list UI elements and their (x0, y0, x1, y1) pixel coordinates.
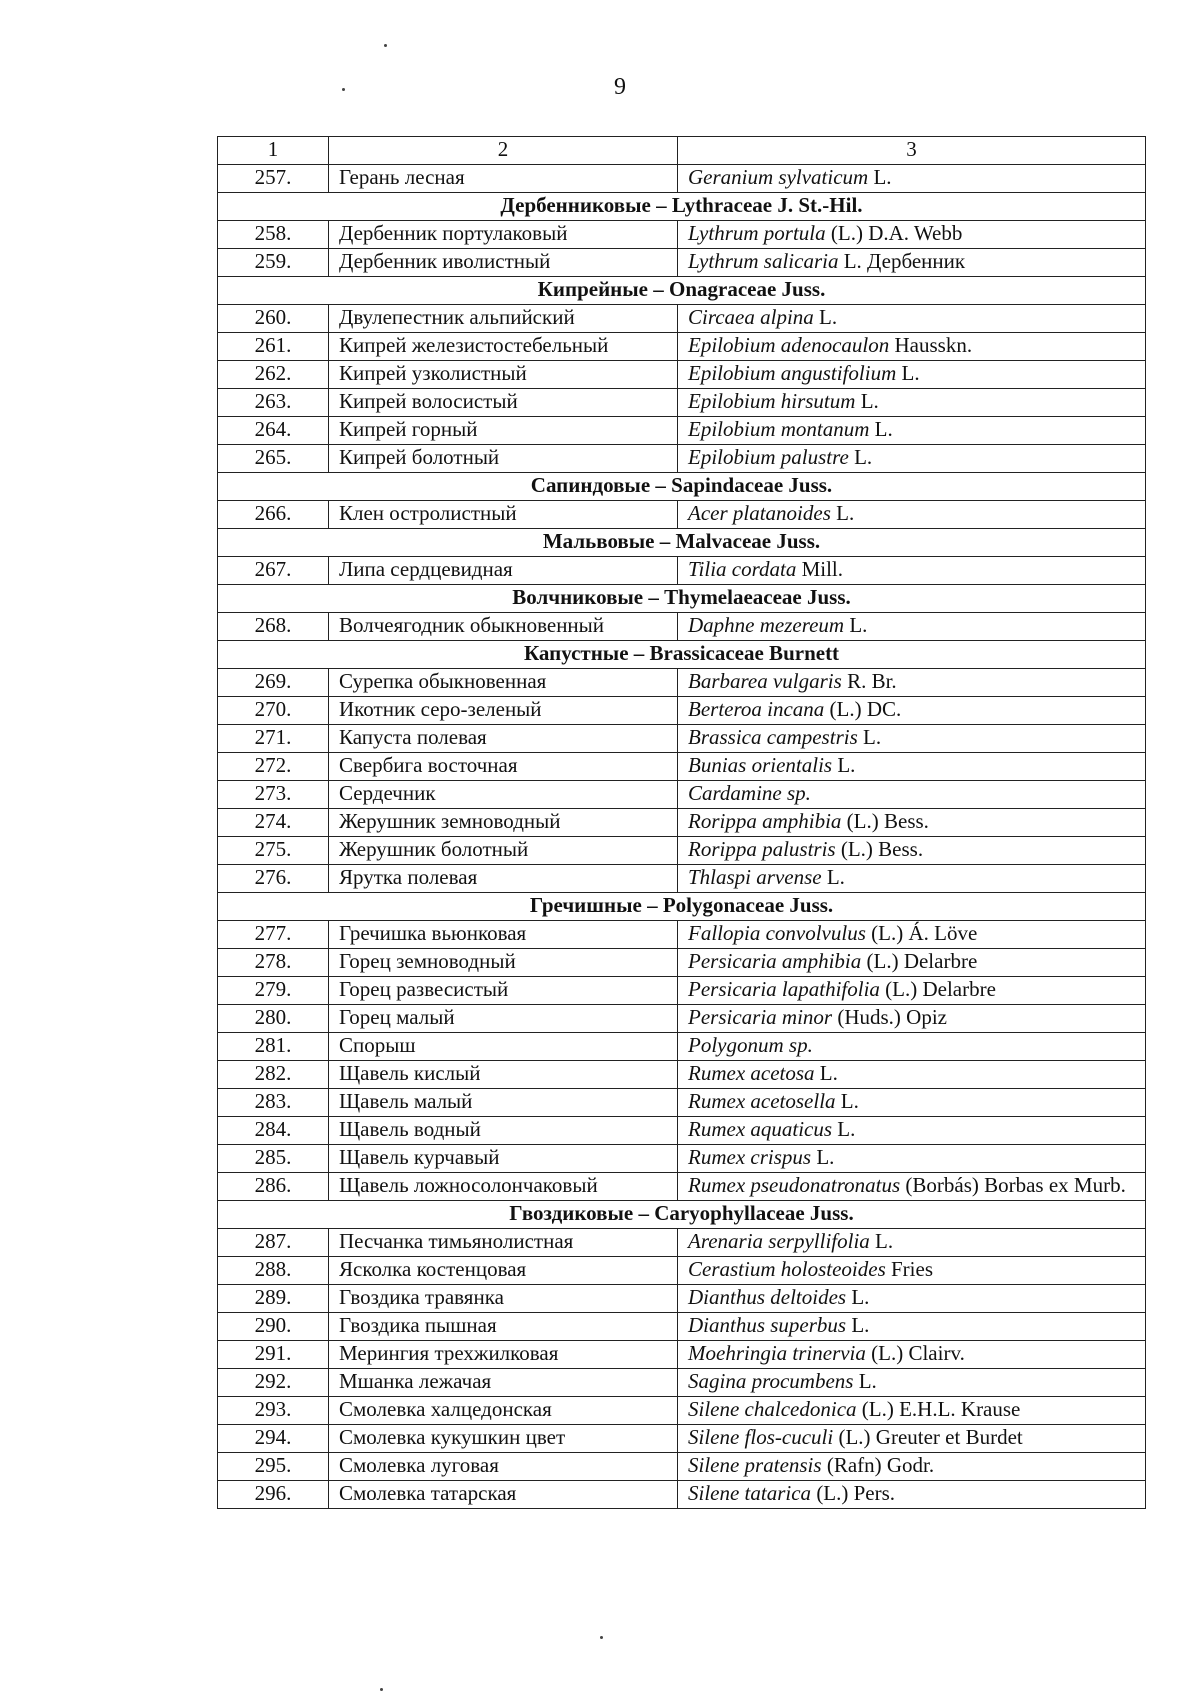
species-number: 294. (218, 1425, 329, 1453)
species-number: 267. (218, 557, 329, 585)
species-number: 266. (218, 501, 329, 529)
page-number: 9 (614, 74, 626, 100)
family-heading: Волчниковые – Thymelaeaceae Juss. (218, 585, 1146, 613)
species-row (218, 697, 1146, 725)
species-row (218, 865, 1146, 893)
species-row (218, 165, 1146, 193)
taxon-author: (Rafn) Godr. (821, 1453, 935, 1477)
header-cell-number: 1 (218, 137, 329, 165)
latin-binomial: Sagina procumbens (688, 1369, 854, 1393)
species-number: 285. (218, 1145, 329, 1173)
latin-name-cell (678, 1117, 1146, 1145)
russian-name: Мшанка лежачая (329, 1369, 678, 1397)
species-number: 283. (218, 1089, 329, 1117)
latin-binomial: Lythrum salicaria (688, 249, 839, 273)
species-row (218, 1425, 1146, 1453)
taxon-author: L. (832, 753, 856, 777)
latin-binomial: Persicaria lapathifolia (688, 977, 880, 1001)
russian-name: Горец развесистый (329, 977, 678, 1005)
latin-name-cell (678, 697, 1146, 725)
latin-binomial: Epilobium hirsutum (688, 389, 856, 413)
species-number: 276. (218, 865, 329, 893)
latin-binomial: Rumex pseudonatronatus (688, 1173, 901, 1197)
taxon-author: L. (844, 613, 868, 637)
russian-name: Щавель малый (329, 1089, 678, 1117)
taxon-author: (L.) Bess. (835, 837, 924, 861)
russian-name: Гречишка вьюнковая (329, 921, 678, 949)
latin-binomial: Lythrum portula (688, 221, 826, 245)
taxon-author: Hausskn. (889, 333, 973, 357)
species-number: 265. (218, 445, 329, 473)
species-number: 289. (218, 1285, 329, 1313)
species-row (218, 1117, 1146, 1145)
species-number: 264. (218, 417, 329, 445)
latin-name-cell (678, 333, 1146, 361)
russian-name: Гвоздика пышная (329, 1313, 678, 1341)
latin-name-cell (678, 1145, 1146, 1173)
family-row (218, 1201, 1146, 1229)
latin-binomial: Thlaspi arvense (688, 865, 822, 889)
species-row (218, 361, 1146, 389)
species-row (218, 333, 1146, 361)
species-number: 292. (218, 1369, 329, 1397)
latin-name-cell (678, 221, 1146, 249)
latin-name-cell (678, 1453, 1146, 1481)
russian-name: Дербенник иволистный (329, 249, 678, 277)
latin-name-cell (678, 1285, 1146, 1313)
species-number: 269. (218, 669, 329, 697)
header-cell-russian-name: 2 (329, 137, 678, 165)
latin-binomial: Dianthus superbus (688, 1313, 847, 1337)
latin-binomial: Silene flos-cuculi (688, 1425, 834, 1449)
species-row (218, 753, 1146, 781)
taxon-author: (L.) Delarbre (861, 949, 978, 973)
taxon-author: L. (846, 1313, 870, 1337)
species-number: 287. (218, 1229, 329, 1257)
taxon-author: Mill. (796, 557, 844, 581)
header-cell-latin-name: 3 (678, 137, 1146, 165)
latin-name-cell (678, 1033, 1146, 1061)
species-row (218, 305, 1146, 333)
latin-name-cell (678, 361, 1146, 389)
species-row (218, 1229, 1146, 1257)
species-row (218, 501, 1146, 529)
family-row (218, 277, 1146, 305)
latin-binomial: Rorippa amphibia (688, 809, 842, 833)
latin-name-cell (678, 781, 1146, 809)
species-number: 282. (218, 1061, 329, 1089)
species-row (218, 1089, 1146, 1117)
species-row (218, 613, 1146, 641)
russian-name: Горец малый (329, 1005, 678, 1033)
taxon-author: L. (868, 165, 892, 189)
latin-binomial: Persicaria minor (688, 1005, 833, 1029)
species-number: 259. (218, 249, 329, 277)
latin-name-cell (678, 1061, 1146, 1089)
taxon-author: L. (857, 725, 882, 749)
latin-binomial: Rumex acetosella (688, 1089, 836, 1113)
russian-name: Щавель кислый (329, 1061, 678, 1089)
latin-name-cell (678, 1173, 1146, 1201)
taxon-author: L. (821, 865, 845, 889)
latin-name-cell (678, 1257, 1146, 1285)
taxon-author: (L.) Á. Löve (865, 921, 978, 945)
latin-name-cell (678, 1397, 1146, 1425)
species-number: 263. (218, 389, 329, 417)
species-number: 262. (218, 361, 329, 389)
species-number: 273. (218, 781, 329, 809)
russian-name: Мерингия трехжилковая (329, 1341, 678, 1369)
species-row (218, 1033, 1146, 1061)
latin-name-cell (678, 865, 1146, 893)
latin-name-cell (678, 1481, 1146, 1509)
species-row (218, 781, 1146, 809)
species-row (218, 1257, 1146, 1285)
taxon-author: (L.) Greuter et Burdet (833, 1425, 1023, 1449)
species-row (218, 1341, 1146, 1369)
species-number: 268. (218, 613, 329, 641)
russian-name: Смолевка халцедонская (329, 1397, 678, 1425)
russian-name: Щавель курчавый (329, 1145, 678, 1173)
taxon-author: L. (869, 1229, 894, 1253)
species-number: 288. (218, 1257, 329, 1285)
taxon-author: (L.) E.H.L. Krause (856, 1397, 1021, 1421)
russian-name: Кипрей горный (329, 417, 678, 445)
latin-name-cell (678, 501, 1146, 529)
latin-binomial: Epilobium montanum (688, 417, 870, 441)
latin-binomial: Rorippa palustris (688, 837, 836, 861)
species-number: 257. (218, 165, 329, 193)
latin-name-cell (678, 753, 1146, 781)
latin-name-cell (678, 1313, 1146, 1341)
latin-binomial: Barbarea vulgaris (688, 669, 842, 693)
species-number: 280. (218, 1005, 329, 1033)
species-row (218, 977, 1146, 1005)
table-body (218, 165, 1146, 1509)
species-number: 284. (218, 1117, 329, 1145)
species-number: 271. (218, 725, 329, 753)
latin-binomial: Fallopia convolvulus (688, 921, 866, 945)
latin-binomial: Berteroa incana (688, 697, 825, 721)
species-table (217, 136, 1146, 1509)
latin-name-cell (678, 1341, 1146, 1369)
species-number: 261. (218, 333, 329, 361)
species-row (218, 1173, 1146, 1201)
latin-name-cell (678, 977, 1146, 1005)
russian-name: Смолевка луговая (329, 1453, 678, 1481)
species-number: 260. (218, 305, 329, 333)
species-number: 295. (218, 1453, 329, 1481)
family-row (218, 893, 1146, 921)
russian-name: Липа сердцевидная (329, 557, 678, 585)
russian-name: Спорыш (329, 1033, 678, 1061)
header-row (218, 137, 1146, 165)
family-heading: Гвоздиковые – Caryophyllaceae Juss. (218, 1201, 1146, 1229)
family-row (218, 473, 1146, 501)
latin-binomial: Circaea alpina (688, 305, 814, 329)
family-heading: Гречишные – Polygonaceae Juss. (218, 893, 1146, 921)
taxon-author: L. (835, 1089, 859, 1113)
species-row (218, 445, 1146, 473)
latin-binomial: Geranium sylvaticum (688, 165, 869, 189)
latin-binomial: Acer platanoides (688, 501, 831, 525)
latin-name-cell (678, 417, 1146, 445)
family-heading: Дербенниковые – Lythraceae J. St.-Hil. (218, 193, 1146, 221)
latin-binomial: Polygonum sp. (688, 1033, 813, 1057)
russian-name: Смолевка кукушкин цвет (329, 1425, 678, 1453)
taxon-author: L. (830, 501, 855, 525)
russian-name: Дербенник портулаковый (329, 221, 678, 249)
species-row (218, 1397, 1146, 1425)
russian-name: Гвоздика травянка (329, 1285, 678, 1313)
latin-binomial: Moehringia trinervia (688, 1341, 866, 1365)
taxon-author: L. (814, 1061, 838, 1085)
latin-binomial: Rumex crispus (688, 1145, 812, 1169)
species-number: 281. (218, 1033, 329, 1061)
taxon-author: L. (855, 389, 879, 413)
taxon-author: L. Дербенник (838, 249, 966, 273)
russian-name: Щавель водный (329, 1117, 678, 1145)
taxon-author: (L.) Bess. (841, 809, 929, 833)
latin-binomial: Arenaria serpyllifolia (688, 1229, 870, 1253)
latin-binomial: Silene chalcedonica (688, 1397, 857, 1421)
taxon-author: L. (846, 1285, 870, 1309)
species-number: 274. (218, 809, 329, 837)
russian-name: Клен остролистный (329, 501, 678, 529)
taxon-author: L. (832, 1117, 856, 1141)
taxon-author: L. (811, 1145, 835, 1169)
family-heading: Капустные – Brassicaceae Burnett (218, 641, 1146, 669)
russian-name: Горец земноводный (329, 949, 678, 977)
latin-binomial: Persicaria amphibia (688, 949, 862, 973)
species-row (218, 1285, 1146, 1313)
species-row (218, 1145, 1146, 1173)
russian-name: Сердечник (329, 781, 678, 809)
species-row (218, 1369, 1146, 1397)
taxon-author: (L.) Pers. (811, 1481, 896, 1505)
taxon-author: (L.) Delarbre (879, 977, 996, 1001)
latin-name-cell (678, 557, 1146, 585)
latin-binomial: Epilobium adenocaulon (688, 333, 890, 357)
taxon-author: (L.) DC. (824, 697, 902, 721)
species-row (218, 1313, 1146, 1341)
latin-name-cell (678, 389, 1146, 417)
scan-speck (342, 88, 345, 91)
species-number: 277. (218, 921, 329, 949)
species-row (218, 557, 1146, 585)
species-row (218, 949, 1146, 977)
family-row (218, 193, 1146, 221)
russian-name: Герань лесная (329, 165, 678, 193)
taxon-author: L. (848, 445, 873, 469)
species-row (218, 221, 1146, 249)
russian-name: Кипрей болотный (329, 445, 678, 473)
latin-binomial: Dianthus deltoides (688, 1285, 847, 1309)
species-row (218, 249, 1146, 277)
species-number: 296. (218, 1481, 329, 1509)
russian-name: Двулепестник альпийский (329, 305, 678, 333)
russian-name: Свербига восточная (329, 753, 678, 781)
species-row (218, 389, 1146, 417)
latin-name-cell (678, 1229, 1146, 1257)
taxon-author: (L.) D.A. Webb (825, 221, 963, 245)
latin-binomial: Brassica campestris (688, 725, 858, 749)
latin-name-cell (678, 1425, 1146, 1453)
russian-name: Кипрей железистостебельный (329, 333, 678, 361)
scan-speck (380, 1688, 383, 1691)
latin-binomial: Cerastium holosteoides (688, 1257, 886, 1281)
latin-name-cell (678, 949, 1146, 977)
species-number: 290. (218, 1313, 329, 1341)
species-row (218, 417, 1146, 445)
latin-name-cell (678, 725, 1146, 753)
russian-name: Жерушник земноводный (329, 809, 678, 837)
species-row (218, 725, 1146, 753)
latin-name-cell (678, 1369, 1146, 1397)
russian-name: Кипрей узколистный (329, 361, 678, 389)
family-heading: Мальвовые – Malvaceae Juss. (218, 529, 1146, 557)
russian-name: Ясколка костенцовая (329, 1257, 678, 1285)
taxon-author: (L.) Clairv. (865, 1341, 965, 1365)
species-number: 272. (218, 753, 329, 781)
latin-binomial: Daphne mezereum (688, 613, 845, 637)
russian-name: Смолевка татарская (329, 1481, 678, 1509)
taxon-author: R. Br. (841, 669, 897, 693)
latin-binomial: Rumex aquaticus (688, 1117, 833, 1141)
taxon-author: (Borbás) Borbas ex Murb. (900, 1173, 1126, 1197)
latin-binomial: Epilobium palustre (688, 445, 849, 469)
taxon-author: L. (853, 1369, 877, 1393)
family-row (218, 585, 1146, 613)
latin-name-cell (678, 1089, 1146, 1117)
species-number: 258. (218, 221, 329, 249)
taxon-author: (Huds.) Opiz (832, 1005, 947, 1029)
latin-name-cell (678, 445, 1146, 473)
russian-name: Икотник серо-зеленый (329, 697, 678, 725)
species-number: 270. (218, 697, 329, 725)
species-row (218, 1005, 1146, 1033)
latin-binomial: Bunias orientalis (688, 753, 833, 777)
species-number: 279. (218, 977, 329, 1005)
species-row (218, 921, 1146, 949)
latin-name-cell (678, 613, 1146, 641)
russian-name: Щавель ложносолончаковый (329, 1173, 678, 1201)
family-row (218, 641, 1146, 669)
scan-speck (600, 1636, 603, 1639)
species-row (218, 1061, 1146, 1089)
russian-name: Песчанка тимьянолистная (329, 1229, 678, 1257)
species-number: 278. (218, 949, 329, 977)
russian-name: Капуста полевая (329, 725, 678, 753)
species-number: 293. (218, 1397, 329, 1425)
species-row (218, 1453, 1146, 1481)
latin-name-cell (678, 669, 1146, 697)
latin-binomial: Rumex acetosa (688, 1061, 815, 1085)
family-heading: Кипрейные – Onagraceae Juss. (218, 277, 1146, 305)
latin-name-cell (678, 837, 1146, 865)
latin-binomial: Cardamine sp. (688, 781, 811, 805)
species-row (218, 809, 1146, 837)
taxon-author: Fries (885, 1257, 933, 1281)
latin-name-cell (678, 249, 1146, 277)
russian-name: Кипрей волосистый (329, 389, 678, 417)
species-row (218, 669, 1146, 697)
taxon-author: L. (896, 361, 920, 385)
latin-binomial: Silene tatarica (688, 1481, 812, 1505)
family-row (218, 529, 1146, 557)
latin-binomial: Epilobium angustifolium (688, 361, 897, 385)
taxon-author: L. (869, 417, 893, 441)
species-number: 275. (218, 837, 329, 865)
russian-name: Ярутка полевая (329, 865, 678, 893)
latin-binomial: Silene pratensis (688, 1453, 822, 1477)
latin-binomial: Tilia cordata (688, 557, 797, 581)
latin-name-cell (678, 921, 1146, 949)
russian-name: Сурепка обыкновенная (329, 669, 678, 697)
russian-name: Волчеягодник обыкновенный (329, 613, 678, 641)
family-heading: Сапиндовые – Sapindaceae Juss. (218, 473, 1146, 501)
species-row (218, 837, 1146, 865)
species-row (218, 1481, 1146, 1509)
latin-name-cell (678, 1005, 1146, 1033)
taxon-author: L. (813, 305, 838, 329)
species-number: 286. (218, 1173, 329, 1201)
scan-speck (384, 44, 387, 47)
species-number: 291. (218, 1341, 329, 1369)
latin-name-cell (678, 809, 1146, 837)
latin-name-cell (678, 165, 1146, 193)
russian-name: Жерушник болотный (329, 837, 678, 865)
latin-name-cell (678, 305, 1146, 333)
